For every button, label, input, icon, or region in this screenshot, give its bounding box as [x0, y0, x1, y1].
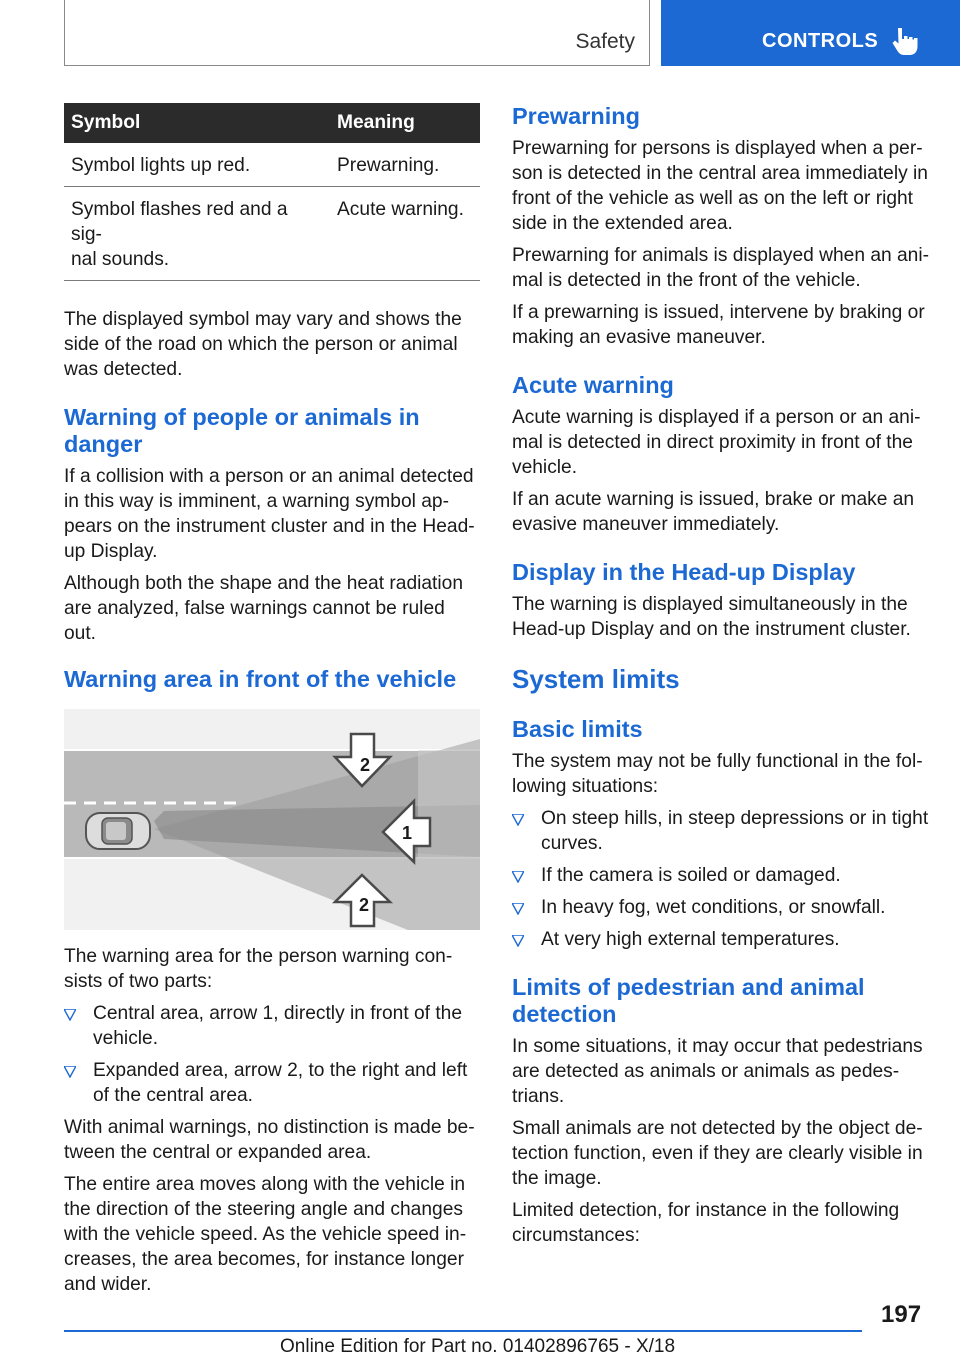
heading-warning-area: Warning area in front of the vehicle [64, 666, 457, 692]
header-chapter-tab[interactable] [661, 0, 960, 66]
header-section-title: Safety [575, 30, 635, 53]
paragraph-ped-2: Small animals are not detected by the object de-tection function, even if they are clearly visible in the image. [512, 1118, 923, 1189]
paragraph-ped-3: Limited detection, for instance in the following circumstances: [512, 1200, 900, 1246]
right-column [512, 103, 932, 1255]
bullet-triangle-icon [512, 871, 524, 883]
arrow-label-bottom: 2 [359, 895, 370, 915]
arrow-label-center: 1 [402, 823, 413, 843]
bullet-triangle-icon [64, 1009, 76, 1021]
edition-text: Online Edition for Part no. 01402896765 - X/18 [280, 1336, 676, 1357]
bullet-triangle-icon [512, 935, 524, 947]
warning-area-diagram [64, 709, 480, 930]
warning-area-figure [64, 709, 480, 930]
list-item: In heavy fog, wet conditions, or snowfall. [512, 895, 932, 920]
bullet-triangle-icon [512, 903, 524, 915]
paragraph-area: The warning area for the person warning con-sists of two parts: [64, 946, 453, 992]
arrow-label-top: 2 [360, 755, 371, 775]
area-list [64, 1001, 480, 1108]
left-column [64, 103, 480, 1304]
paragraph-pre-3: If a prewarning is issued, intervene by braking or making an evasive maneuver. [512, 302, 925, 348]
table-row [64, 143, 480, 187]
table-cell-symbol: Symbol flashes red and a sig- nal sounds. [64, 187, 330, 281]
header-section-box [64, 0, 650, 66]
heading-prewarning: Prewarning [512, 103, 640, 129]
footer-divider [64, 1330, 862, 1332]
list-item: At very high external temperatures. [512, 927, 932, 952]
list-item: On steep hills, in steep depressions or in tight curves. [512, 806, 932, 856]
table-header-symbol: Symbol [64, 103, 330, 143]
paragraph-danger-2: Although both the shape and the heat radiation are analyzed, false warnings cannot be ruled out. [64, 573, 463, 644]
table-cell-meaning: Acute warning. [330, 187, 480, 281]
paragraph-acute-1: Acute warning is displayed if a person or an ani-mal is detected in direct proximity in front of the vehicle. [512, 407, 921, 478]
header-chapter-title: CONTROLS [762, 30, 879, 52]
table-cell-symbol: Symbol lights up red. [64, 143, 330, 187]
paragraph-pre-1: Prewarning for persons is displayed when a per-son is detected in the central area immediately in front of the vehicle as well as on the left or right side in the extended area. [512, 138, 928, 234]
heading-warning-danger: Warning of people or animals in danger [64, 404, 420, 457]
paragraph-ped-1: In some situations, it may occur that pedestrians are detected as animals or animals as pedes-trians. [512, 1036, 923, 1107]
paragraph-pre-2: Prewarning for animals is displayed when an ani-mal is detected in the front of the vehicle. [512, 245, 930, 291]
bullet-triangle-icon [64, 1066, 76, 1078]
paragraph-acute-2: If an acute warning is issued, brake or make an evasive maneuver immediately. [512, 489, 915, 535]
bullet-triangle-icon [512, 814, 524, 826]
heading-hud: Display in the Head-up Display [512, 559, 856, 585]
table-row [64, 187, 480, 281]
paragraph-hud: The warning is displayed simultaneously in the Head-up Display and on the instrument cluster. [512, 594, 911, 640]
paragraph-danger-1: If a collision with a person or an animal detected in this way is imminent, a warning symbol ap-pears on the instrument cluster and in the Head-up Display. [64, 466, 475, 562]
heading-system-limits: System limits [512, 664, 680, 694]
table-cell-meaning: Prewarning. [330, 143, 480, 187]
pointing-hand-icon [889, 24, 923, 58]
list-item: Expanded area, arrow 2, to the right and left of the central area. [64, 1058, 480, 1108]
limits-list [512, 806, 932, 952]
heading-basic-limits: Basic limits [512, 716, 643, 742]
paragraph-basic: The system may not be fully functional in the fol-lowing situations: [512, 751, 923, 797]
heading-acute-warning: Acute warning [512, 372, 674, 398]
table-header-meaning: Meaning [330, 103, 480, 143]
symbol-note: The displayed symbol may vary and shows the side of the road on which the person or animal was detected. [64, 309, 462, 380]
paragraph-animal: With animal warnings, no distinction is made be-tween the central or expanded area. [64, 1117, 475, 1163]
page-number: 197 [881, 1301, 922, 1328]
heading-pedestrian-limits: Limits of pedestrian and animal detection [512, 974, 865, 1027]
paragraph-moves: The entire area moves along with the vehicle in the direction of the steering angle and changes with the vehicle speed. As the vehicle speed in-creases, the area becomes, for instance longer and wider. [64, 1174, 467, 1295]
symbol-meaning-table [64, 103, 480, 281]
list-item: If the camera is soiled or damaged. [512, 863, 932, 888]
list-item: Central area, arrow 1, directly in front of the vehicle. [64, 1001, 480, 1051]
